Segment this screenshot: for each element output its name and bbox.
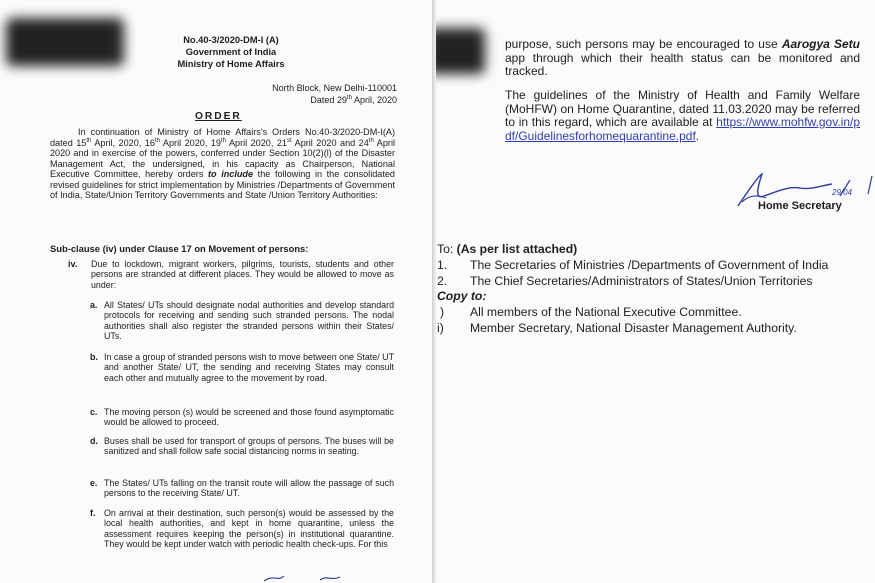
mohfw-guidelines-link[interactable]: https://www.mohfw.gov.in/pdf/Guidelinesforhomequarantine.pdf: [505, 115, 860, 143]
guidelines-paragraph: The guidelines of the Ministry of Health and Family Welfare (MoHFW) on Home Quarantine, dated 11.03.2020 may be referred to in this regard, which are available at https://www.mohfw.gov.in/pdf/Guidelinesforhomequarantine.pdf.: [505, 88, 860, 143]
item-iv-text: Due to lockdown, migrant workers, pilgrims, tourists, students and other persons are stranded at different places. They would be allowed to move as under:: [91, 259, 394, 290]
list-item: c. The moving person (s) would be screened and those found asymptomatic would be allowed to proceed.: [90, 407, 394, 428]
list-item: i) Member Secretary, National Disaster Management Authority.: [437, 321, 797, 335]
list-item: b. In case a group of stranded persons wish to move between one State/ UT and another State/ UT, the sending and receiving States may consult each other and mutually agree to the movement by road.: [90, 352, 394, 383]
item-iv-label: iv.: [68, 259, 78, 269]
signature-mark-bottom: [260, 572, 350, 583]
ministry-name: Ministry of Home Affairs: [177, 59, 285, 69]
blurred-emblem: [436, 28, 485, 74]
copy-to-label: Copy to:: [437, 289, 487, 303]
to-line: To: (As per list attached): [437, 242, 578, 256]
list-item: 2. The Chief Secretaries/Administrators of States/Union Territories: [437, 274, 813, 288]
order-intro-paragraph: In continuation of Ministry of Home Affairs's Orders No.40-3/2020-DM-I(A) dated 15th April, 2020, 16th April 2020, 19th April 2020, 21st April 2020 and 24th April 2020 and in exercise of the powers, conferred under Section 10(2)(l) of the Disaster Management Act, the undersigned, in his capacity as Chairperson, National Executive Committee, hereby orders to include the following in the consolidated revised guidelines for strict implementation by Ministries /Departments of Government of India, State/Union Territory Governments and State /Union Territory Authorities:: [50, 127, 395, 200]
order-reference-number: No.40-3/2020-DM-I (A): [183, 35, 279, 45]
order-page-1: [0, 0, 432, 583]
list-item: d. Buses shall be used for transport of groups of persons. The buses will be sanitized and shall follow safe social distancing norms in seating.: [90, 436, 394, 457]
list-item: a. All States/ UTs should designate nodal authorities and develop standard protocols for receiving and sending such stranded persons. The nodal authorities shall also register the stranded persons within their States/ UTs.: [90, 300, 394, 342]
signature-date: 29/04: [832, 188, 853, 197]
continuation-paragraph: purpose, such persons may be encouraged to use Aarogya Setu app through which their health status can be monitored and tracked.: [505, 37, 860, 78]
order-title: ORDER: [195, 111, 242, 122]
list-item: ) All members of the National Executive Committee.: [440, 305, 742, 319]
order-date: Dated 29th April, 2020: [310, 95, 397, 105]
list-item: f. On arrival at their destination, such person(s) would be assessed by the local health authorities, and kept in home quarantine, unless the assessment requires keeping the person(s) in institutional quarantine. They would be kept under watch with periodic health check-ups. For this: [90, 508, 394, 550]
subclause-heading: Sub-clause (iv) under Clause 17 on Movement of persons:: [50, 243, 309, 254]
signatory-title: Home Secretary: [758, 200, 842, 212]
list-item: 1. The Secretaries of Ministries /Departments of Government of India: [437, 258, 829, 272]
list-item: e. The States/ UTs falling on the transit route will allow the passage of such persons to the receiving State/ UT.: [90, 478, 394, 499]
government-name: Government of India: [185, 47, 277, 57]
office-address: North Block, New Delhi-110001: [272, 83, 397, 93]
